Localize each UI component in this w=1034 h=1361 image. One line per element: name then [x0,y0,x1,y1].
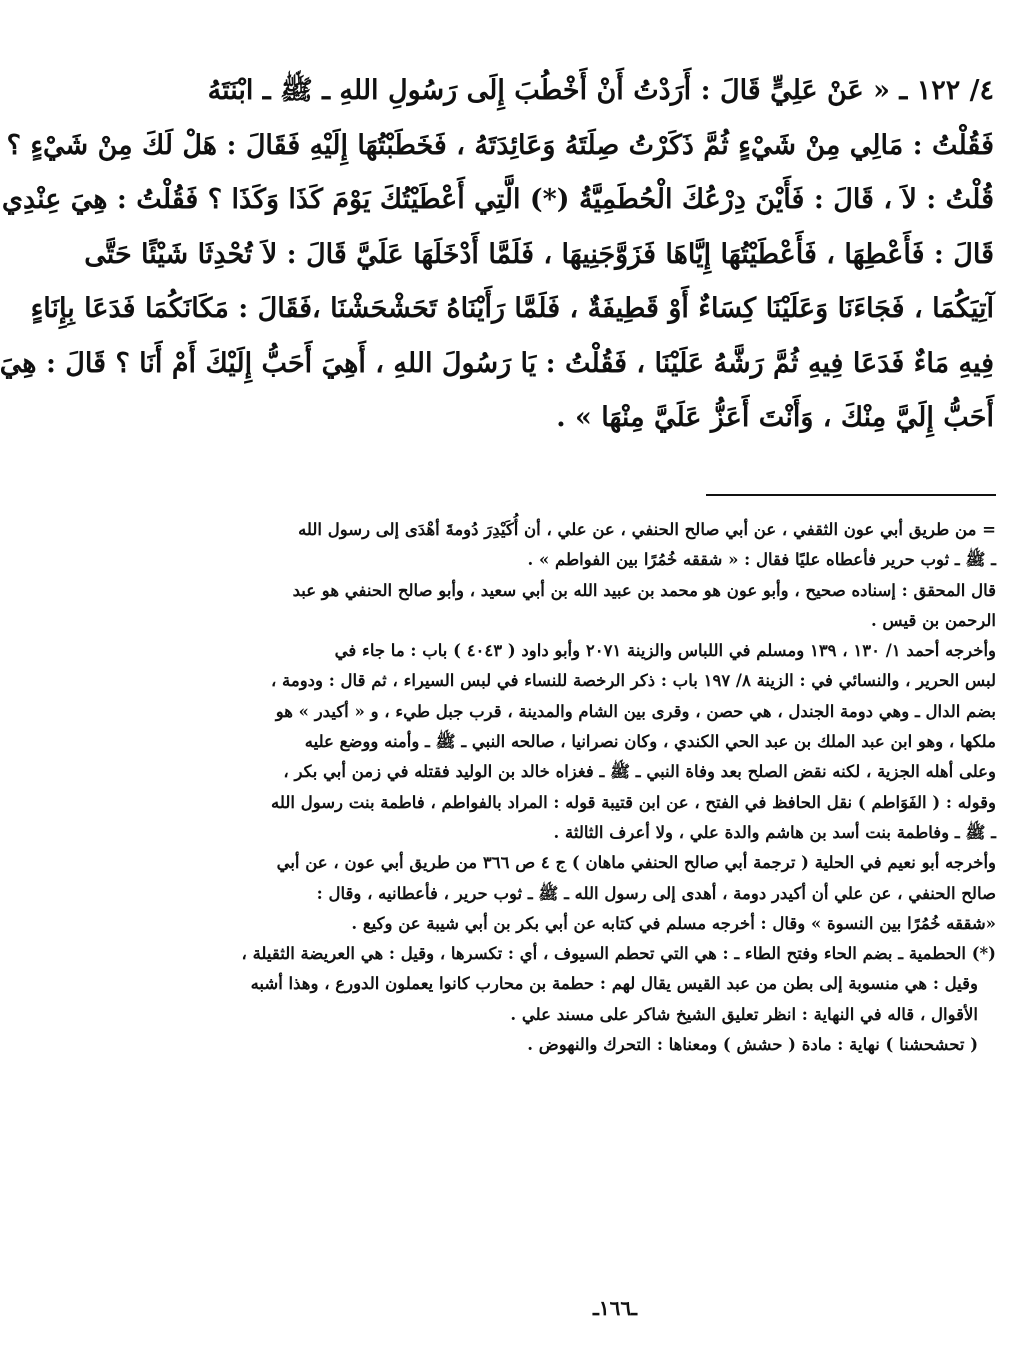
hadith-text [0,64,994,446]
hadith-line: قُلْتُ : لاَ ، قَالَ : فَأَيْنَ دِرْعُكَ الْحُطَمِيَّةُ (*) الَّتِي أَعْطَيْتُكَ يَوْمَ كَذَا وَكَذَا ؟ فَقُلْتُ : هِيَ عِنْدِي [1,184,994,215]
footnote-line: وأخرجه أبو نعيم في الحلية ( ترجمة أبي صالح الحنفي ماهان ) ج ٤ ص ٣٦٦ من طريق أبي عون ، عن أبي [276,853,996,873]
hadith-line: قَالَ : فَأَعْطِهَا ، فَأَعْطَيْتُهَا إِيَّاهَا فَزَوَّجَنِيهَا ، فَلَمَّا أَدْخَلَهَا عَلَيَّ قَالَ : لاَ تُحْدِثَا شَيْئًا حَتَّى [84,238,994,270]
hadith-line: آتِيَكُمَا ، فَجَاءَنَا وَعَلَيْنَا كِسَاءٌ أَوْ قَطِيفَةٌ ، فَلَمَّا رَأَيْنَاهُ تَحَشْحَشْنَا ،فَقَالَ : مَكَانَكُمَا فَدَعَا بِإِنَاءٍ [30,293,994,324]
page-number: ـ١٦٦ـ [593,1296,637,1320]
footnote-divider [706,494,996,496]
footnote-line: الأقوال ، قاله في النهاية : انظر تعليق الشيخ شاكر على مسند علي . [510,1004,978,1024]
footnote-line: ـ ﷺ ـ وفاطمة بنت أسد بن هاشم والدة علي ، ولا أعرف الثالثة . [553,822,996,842]
footnote-line: وعلى أهله الجزية ، لكنه نقض الصلح بعد وفاة النبي ـ ﷺ ـ فغزاه خالد بن الوليد فقتله في زمن أبي بكر ، [283,762,996,782]
footnote-line: ( تحشحشنا ) نهاية : مادة ( حشش ) ومعناها : التحرك والنهوض . [527,1035,978,1055]
footnote-line: (*) الحطمية ـ بضم الحاء وفتح الطاء ـ : هي التي تحطم السيوف ، أي : تكسرها ، وقيل : هي العريضة الثقيلة ، [241,944,996,964]
hadith-line: فِيهِ مَاءٌ فَدَعَا فِيهِ ثُمَّ رَشَّهُ عَلَيْنَا ، فَقُلْتُ : يَا رَسُولَ اللهِ ، أَهِيَ أَحَبُّ إِلَيْكَ أَمْ أَنَا ؟ قَالَ : هِيَ [0,347,994,379]
footnote-line: وأخرجه أحمد ١/ ١٣٠ ، ١٣٩ ومسلم في اللباس والزينة ٢٠٧١ وأبو داود ( ٤٠٤٣ ) باب : ما جاء في [334,641,996,661]
hadith-line: ٤/ ١٢٢ ـ « عَنْ عَلِيٍّ قَالَ : أَرَدْتُ أَنْ أَخْطُبَ إِلَى رَسُولِ اللهِ ـ ﷺ ـ ابْنَتَهُ [207,75,994,106]
footnote-line: بضم الدال ـ وهي دومة الجندل ، هي حصن ، وقرى بين الشام والمدينة ، قرب جبل طيء ، و « أكيدر » هو [275,701,996,721]
footnote-line: وقيل : هي منسوبة إلى بطن من عبد القيس يقال لهم : حطمة بن محارب كانوا يعملون الدورع ، وهذا أشبه [250,974,978,994]
footnote-line: «شققه خُمُرًا بين النسوة » وقال : أخرجه مسلم في كتابه عن أبي بكر بن أبي شيبة عن وكيع . [351,913,996,933]
footnotes [196,515,996,1060]
footnote-line: صالح الحنفي ، عن علي أن أكيدر دومة ، أهدى إلى رسول الله ـ ﷺ ـ ثوب حرير ، فأعطانيه ، وقال : [316,883,996,903]
footnote-line: الرحمن بن قيس . [870,610,996,630]
hadith-line: أَحَبُّ إِلَيَّ مِنْكَ ، وَأَنْتَ أَعَزُّ عَلَيَّ مِنْهَا » . [556,402,994,433]
footnote-line: ملكها ، وهو ابن عبد الملك بن عبد الحي الكندي ، وكان نصرانيا ، صالحه النبي ـ ﷺ ـ وأمنه ووضع عليه [304,732,996,752]
footnote-line: ـ ﷺ ـ ثوب حرير فأعطاه عليًا فقال : « شققه خُمُرًا بين الفواطم » . [527,550,996,570]
hadith-line: فَقُلْتُ : مَالِي مِنْ شَيْءٍ ثُمَّ ذَكَرْتُ صِلَتَهُ وَعَائِدَتَهُ ، فَخَطَبْتُهَا إِلَيْهِ فَقَالَ : هَلْ لَكَ مِنْ شَيْءٍ ؟ [6,129,994,161]
footnote-line: وقوله : ( الفَوَاطم ) نقل الحافظ في الفتح ، عن ابن قتيبة قوله : المراد بالفواطم ، فاطمة بنت رسول الله [271,792,996,812]
footnote-line: = من طريق أبي عون الثقفي ، عن أبي صالح الحنفي ، عن علي ، أن أُكَيْدِرَ دُومةَ أهْدَى إلى رسول الله [298,520,996,539]
footnote-line: لبس الحرير ، والنسائي في : الزينة ٨/ ١٩٧ باب : ذكر الرخصة للنساء في لبس السيراء ، ثم قال : ودومة ، [270,671,996,691]
footnote-line: قال المحقق : إسناده صحيح ، وأبو عون هو محمد بن عبيد الله بن أبي سعيد ، وأبو صالح الحنفي هو عبد [292,580,996,600]
